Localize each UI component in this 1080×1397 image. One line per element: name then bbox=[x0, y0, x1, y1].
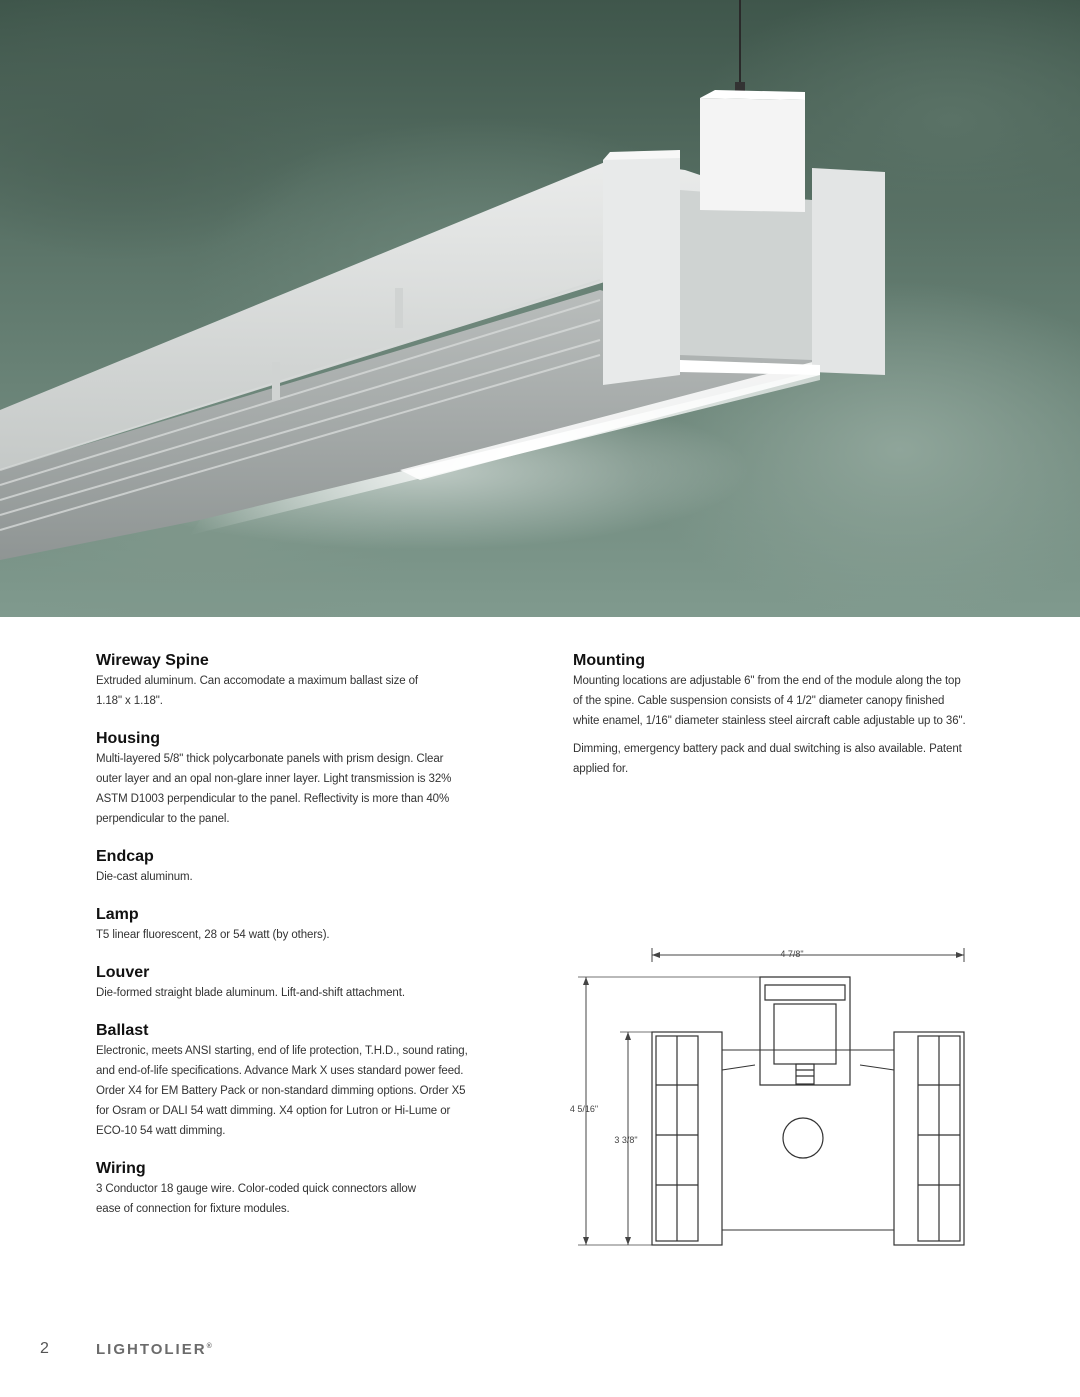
section-body: Extruded aluminum. Can accomodate a maximum ballast size of 1.18" x 1.18". bbox=[96, 675, 418, 707]
brand-logo bbox=[96, 1341, 212, 1358]
section-title: Wireway Spine bbox=[96, 652, 209, 669]
section-title: Housing bbox=[96, 730, 160, 747]
section-body: Die-formed straight blade aluminum. Lift-and-shift attachment. bbox=[96, 987, 405, 999]
section-title: Louver bbox=[96, 964, 150, 981]
trademark-symbol: ® bbox=[206, 1343, 212, 1350]
hero-photo bbox=[0, 0, 1080, 617]
section-endcap bbox=[96, 847, 476, 887]
section-body: Mounting locations are adjustable 6" from the end of the module along the top of the spine. Cable suspension consists of 4 1/2" diameter canopy finished white enamel, 1/16" diameter stainless steel aircraft cable adjustable up to 36". bbox=[573, 675, 966, 727]
wireway-spine bbox=[760, 977, 850, 1085]
right-housing-panel bbox=[894, 1032, 964, 1245]
section-wireway-spine bbox=[96, 651, 476, 711]
section-body: Multi-layered 5/8" thick polycarbonate panels with prism design. Clear outer layer and an opal non-glare inner layer. Light transmission is 32% ASTM D1003 perpendicular to the panel. Reflectivity is more than 40% perpendicular to the panel. bbox=[96, 753, 452, 825]
left-housing-panel bbox=[652, 1032, 722, 1245]
section-title: Lamp bbox=[96, 906, 139, 923]
section-title: Ballast bbox=[96, 1022, 149, 1039]
section-title: Endcap bbox=[96, 848, 154, 865]
section-title: Wiring bbox=[96, 1160, 146, 1177]
section-body-extra: Dimming, emergency battery pack and dual switching is also available. Patent applied for. bbox=[573, 743, 962, 775]
cross-section-diagram bbox=[560, 940, 980, 1265]
section-body: Die-cast aluminum. bbox=[96, 871, 193, 883]
width-dimension-label: 4 7/8" bbox=[780, 949, 804, 959]
brand-name: LIGHTOLIER bbox=[96, 1341, 207, 1358]
inner-height-dimension-label: 3 3/8" bbox=[614, 1135, 638, 1145]
left-column bbox=[96, 651, 476, 1219]
section-body: 3 Conductor 18 gauge wire. Color-coded quick connectors allow ease of connection for fixture modules. bbox=[96, 1183, 416, 1215]
lamp-cross-section bbox=[783, 1118, 823, 1158]
luminaire-illustration bbox=[0, 0, 1080, 617]
section-body: T5 linear fluorescent, 28 or 54 watt (by others). bbox=[96, 929, 330, 941]
height-dimension-label: 4 5/16" bbox=[569, 1104, 599, 1114]
right-column bbox=[573, 651, 968, 779]
section-title: Mounting bbox=[573, 652, 645, 669]
section-ballast bbox=[96, 1021, 476, 1141]
section-housing bbox=[96, 729, 476, 829]
section-body: Electronic, meets ANSI starting, end of life protection, T.H.D., sound rating, and end-of-life specifications. Advance Mark X uses standard power feed. Order X4 for EM Battery Pack or non-standard dimming options. Order X5 for Osram or DALI 54 watt dimming. X4 option for Lutron or Hi-Lume or ECO-10 54 watt dimming. bbox=[96, 1045, 468, 1137]
section-lamp bbox=[96, 905, 476, 945]
page-number: 2 bbox=[40, 1340, 49, 1357]
section-mounting bbox=[573, 651, 968, 779]
section-wiring bbox=[96, 1159, 476, 1219]
section-louver bbox=[96, 963, 476, 1003]
